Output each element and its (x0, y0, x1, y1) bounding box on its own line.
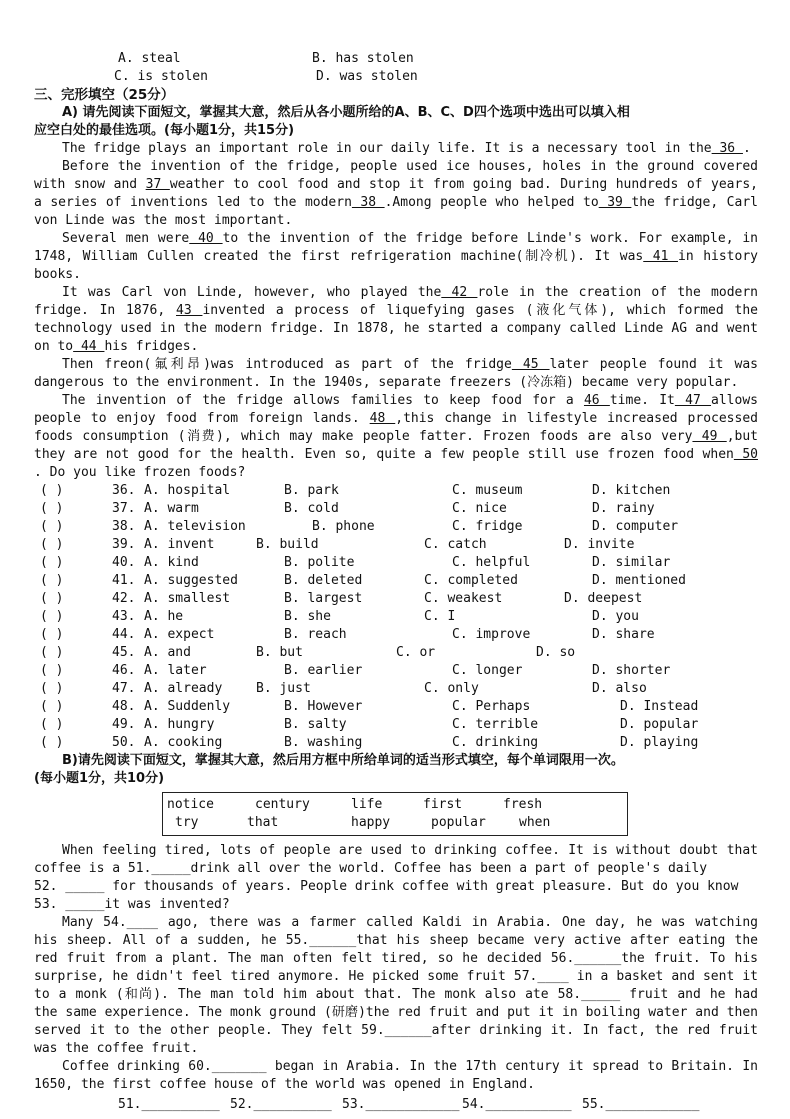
word-box-row-2 (167, 814, 627, 832)
question-number: 48. (112, 699, 136, 714)
answer-bracket[interactable]: ( ) (40, 717, 64, 732)
option-d: D. also (592, 681, 647, 696)
part-b-instruction-cont: (每小题1分，共10分) (34, 771, 165, 786)
option-a: A. kind (144, 555, 199, 570)
option-b: B. largest (284, 591, 363, 606)
blank-46: 46 (583, 393, 610, 408)
answer-bracket[interactable]: ( ) (40, 555, 64, 570)
option-a: A. steal (118, 51, 181, 66)
option-a: A. cooking (144, 735, 223, 750)
question-number: 41. (112, 573, 136, 588)
option-b: B. has stolen (312, 51, 414, 66)
word-box-word: fresh (503, 797, 543, 812)
option-b: B. but (256, 645, 303, 660)
previous-question-options (34, 50, 758, 68)
part-b-instruction: B)请先阅读下面短文，掌握其大意，然后用方框中所给单词的适当形式填空，每个单词限用一次。 (62, 753, 624, 768)
passage-b-paragraph-1: When feeling tired, lots of people are used to drinking coffee. It is without doubt that coffee is a 51._____drink all over the world. Coffee has been a part of people's daily 52. _____ for thousands of years. People drink coffee with great pleasure. But do you know 53. _____it was invented? (34, 843, 758, 912)
option-d: D. was stolen (316, 69, 418, 84)
option-c: C. completed (424, 573, 518, 588)
question-number: 36. (112, 483, 136, 498)
blank-37: 37 (145, 177, 170, 192)
blank-42: 42 (441, 285, 478, 300)
answer-bracket[interactable]: ( ) (40, 609, 64, 624)
question-row (34, 518, 758, 536)
answer-bracket[interactable]: ( ) (40, 591, 64, 606)
option-a: A. later (144, 663, 207, 678)
question-row (34, 608, 758, 626)
question-row (34, 572, 758, 590)
part-a-instruction-cont: 应空白处的最佳选项。(每小题1分，共15分) (34, 123, 295, 138)
option-b: B. However (284, 699, 363, 714)
blank-41: 41 (643, 249, 678, 264)
option-a: A. already (144, 681, 223, 696)
option-a: A. hospital (144, 483, 231, 498)
blank-43: 43 (176, 303, 203, 318)
word-box-word: that (247, 815, 279, 830)
option-c: C. helpful (452, 555, 531, 570)
blank-36: 36 (711, 141, 743, 156)
passage-b-paragraph-3: Coffee drinking 60._______ began in Arabia. In the 17th century it spread to Britain. In 1650, the first coffee house of the world was opened in England. (34, 1059, 758, 1092)
question-number: 47. (112, 681, 136, 696)
option-b: B. washing (284, 735, 363, 750)
option-a: A. hungry (144, 717, 215, 732)
option-b: B. deleted (284, 573, 363, 588)
answer-bracket[interactable]: ( ) (40, 735, 64, 750)
blank-51[interactable]: _____ (151, 861, 191, 876)
question-row (34, 716, 758, 734)
passage-b-paragraph-2: Many 54.____ ago, there was a farmer called Kaldi in Arabia. One day, he was watching his sheep. All of a sudden, he 55.______that his sheep became very active after eating the red fruit from a plant. The man often felt tired, so he decided 56.______the fruit. To his surprise, he didn't feel tired anymore. He picked some fruit 57.____ in a basket and sent it to a monk (和尚). The man told him about that. The monk also ate 58._____ fruit and he had the same experience. The monk ground (研磨)the red fruit and put it in boiling water and then served it to the other people. They felt 59.______after drinking it. In fact, the red fruit was the coffee fruit. (34, 915, 759, 1056)
answer-blank-52[interactable]: 52.__________ (230, 1097, 332, 1112)
blank-56[interactable]: ______ (574, 951, 622, 966)
blank-59[interactable]: ______ (384, 1023, 432, 1038)
answer-blanks (34, 1096, 758, 1114)
question-number: 45. (112, 645, 136, 660)
passage-a-paragraph-6: The invention of the fridge allows families to keep food for a 46 time. It 47 allows people to enjoy food from foreign lands. 48 ,this change in lifestyle increased processed foods consumption (消费), which may make people fatter. Frozen foods are also very 49 ,but they are not good for the health. Even so, quite a few people still use frozen food when 50 . Do you like frozen foods? (34, 393, 759, 480)
blank-40: 40 (189, 231, 223, 246)
blank-47: 47 (674, 393, 712, 408)
answer-bracket[interactable]: ( ) (40, 573, 64, 588)
answer-bracket[interactable]: ( ) (40, 645, 64, 660)
blank-50: 50 (733, 447, 758, 462)
word-box-word: notice (167, 797, 214, 812)
option-c: C. is stolen (114, 69, 208, 84)
option-c: C. Perhaps (452, 699, 531, 714)
option-b: B. build (256, 537, 319, 552)
option-a: A. invent (144, 537, 215, 552)
option-c: C. nice (452, 501, 507, 516)
answer-bracket[interactable]: ( ) (40, 483, 64, 498)
answer-blank-54[interactable]: 54.___________ (462, 1097, 572, 1112)
option-c: C. I (424, 609, 456, 624)
blank-49: 49 (692, 429, 727, 444)
option-d: D. you (592, 609, 639, 624)
option-c: C. weakest (424, 591, 503, 606)
option-d: D. deepest (564, 591, 643, 606)
option-c: C. drinking (452, 735, 539, 750)
blank-55[interactable]: ______ (309, 933, 357, 948)
option-c: C. improve (452, 627, 531, 642)
question-number: 50. (112, 735, 136, 750)
option-b: B. reach (284, 627, 347, 642)
passage-a (34, 140, 758, 482)
option-c: C. terrible (452, 717, 539, 732)
word-box (162, 792, 628, 836)
option-a: A. Suddenly (144, 699, 231, 714)
word-box-word: life (351, 797, 383, 812)
option-b: B. she (284, 609, 331, 624)
question-row (34, 698, 758, 716)
question-number: 43. (112, 609, 136, 624)
question-row (34, 734, 758, 752)
option-d: D. shorter (592, 663, 671, 678)
option-d: D. kitchen (592, 483, 671, 498)
blank-57[interactable]: ____ (537, 969, 569, 984)
option-b: B. park (284, 483, 339, 498)
passage-a-paragraph-2: Before the invention of the fridge, people used ice houses, holes in the ground covered with snow and 37 weather to cool food and stop it from going bad. During hundreds of years, a series of inventions led to the modern 38 .Among people who helped to 39 the fridge, Carl von Linde was the most important. (34, 159, 758, 228)
answer-blank-55[interactable]: 55.____________ (582, 1097, 700, 1112)
word-box-word: happy (351, 815, 391, 830)
option-b: B. just (256, 681, 311, 696)
option-b: B. earlier (284, 663, 363, 678)
question-number: 38. (112, 519, 136, 534)
question-row (34, 536, 758, 554)
worksheet-page (34, 50, 758, 1114)
answer-bracket[interactable]: ( ) (40, 519, 64, 534)
option-c: C. or (396, 645, 436, 660)
passage-a-paragraph-3: Several men were 40 to the invention of the fridge before Linde's work. For example, in 1748, William Cullen created the first refrigeration machine(制冷机). It was 41 in history books. (34, 231, 759, 282)
question-row (34, 554, 758, 572)
blank-52[interactable]: _____ (57, 879, 105, 894)
option-d: D. rainy (592, 501, 655, 516)
answer-bracket[interactable]: ( ) (40, 501, 64, 516)
option-b: B. salty (284, 717, 347, 732)
option-d: D. mentioned (592, 573, 686, 588)
question-number: 42. (112, 591, 136, 606)
answer-bracket[interactable]: ( ) (40, 681, 64, 696)
passage-a-paragraph-1: The fridge plays an important role in our daily life. It is a necessary tool in the 36 . (62, 141, 751, 156)
question-row (34, 482, 758, 500)
blank-44: 44 (73, 339, 105, 354)
answer-blank-53[interactable]: 53.____________ (342, 1097, 460, 1112)
question-row (34, 680, 758, 698)
blank-39: 39 (598, 195, 632, 210)
blank-53[interactable]: _____ (57, 897, 105, 912)
answer-bracket[interactable]: ( ) (40, 627, 64, 642)
question-number: 49. (112, 717, 136, 732)
section-title: 三、完形填空（25分） (34, 87, 175, 103)
passage-b (34, 842, 758, 1094)
answer-bracket[interactable]: ( ) (40, 699, 64, 714)
option-b: B. phone (312, 519, 375, 534)
question-number: 46. (112, 663, 136, 678)
part-a-instruction: A) 请先阅读下面短文，掌握其大意，然后从各小题所给的A、B、C、D四个选项中选出可以填入相 (62, 105, 630, 120)
passage-a-paragraph-5: Then freon(氟利昂)was introduced as part of the fridge 45 later people found it was dangerous to the environment. In the 1940s, separate freezers (冷冻箱) became very popular. (34, 357, 758, 390)
blank-45: 45 (511, 357, 550, 372)
option-c: C. museum (452, 483, 523, 498)
option-d: D. popular (620, 717, 699, 732)
option-d: D. similar (592, 555, 671, 570)
option-d: D. share (592, 627, 655, 642)
blank-54[interactable]: ____ (126, 915, 158, 930)
option-d: D. Instead (620, 699, 699, 714)
option-a: A. expect (144, 627, 215, 642)
option-c: C. longer (452, 663, 523, 678)
option-d: D. so (536, 645, 576, 660)
question-list (34, 482, 758, 752)
option-a: A. warm (144, 501, 199, 516)
option-a: A. television (144, 519, 246, 534)
word-box-word: try (175, 815, 199, 830)
question-row (34, 500, 758, 518)
question-row (34, 626, 758, 644)
option-c: C. catch (424, 537, 487, 552)
passage-a-paragraph-4: It was Carl von Linde, however, who played the 42 role in the creation of the modern fridge. In 1876, 43 invented a process of liquefying gases (液化气体), which formed the technology used in the modern fridge. In 1878, he started a company called Linde AG and went on to 44 his fridges. (34, 285, 758, 354)
option-b: B. polite (284, 555, 355, 570)
question-number: 39. (112, 537, 136, 552)
option-a: A. smallest (144, 591, 231, 606)
word-box-row-1 (167, 796, 627, 814)
question-row (34, 662, 758, 680)
option-d: D. computer (592, 519, 679, 534)
previous-question-options-row2 (34, 68, 758, 86)
blank-58[interactable]: _____ (581, 987, 621, 1002)
blank-48: 48 (369, 411, 396, 426)
question-number: 37. (112, 501, 136, 516)
question-number: 44. (112, 627, 136, 642)
option-a: A. and (144, 645, 191, 660)
word-box-word: when (519, 815, 551, 830)
option-c: C. fridge (452, 519, 523, 534)
option-b: B. cold (284, 501, 339, 516)
option-d: D. invite (564, 537, 635, 552)
option-d: D. playing (620, 735, 699, 750)
question-row (34, 644, 758, 662)
word-box-word: first (423, 797, 463, 812)
word-box-word: century (255, 797, 310, 812)
option-a: A. suggested (144, 573, 238, 588)
question-number: 40. (112, 555, 136, 570)
answer-blank-51[interactable]: 51.__________ (118, 1097, 220, 1112)
option-a: A. he (144, 609, 184, 624)
word-box-word: popular (431, 815, 486, 830)
question-row (34, 590, 758, 608)
blank-60[interactable]: _______ (211, 1059, 267, 1074)
option-c: C. only (424, 681, 479, 696)
answer-bracket[interactable]: ( ) (40, 537, 64, 552)
answer-bracket[interactable]: ( ) (40, 663, 64, 678)
blank-38: 38 (351, 195, 385, 210)
